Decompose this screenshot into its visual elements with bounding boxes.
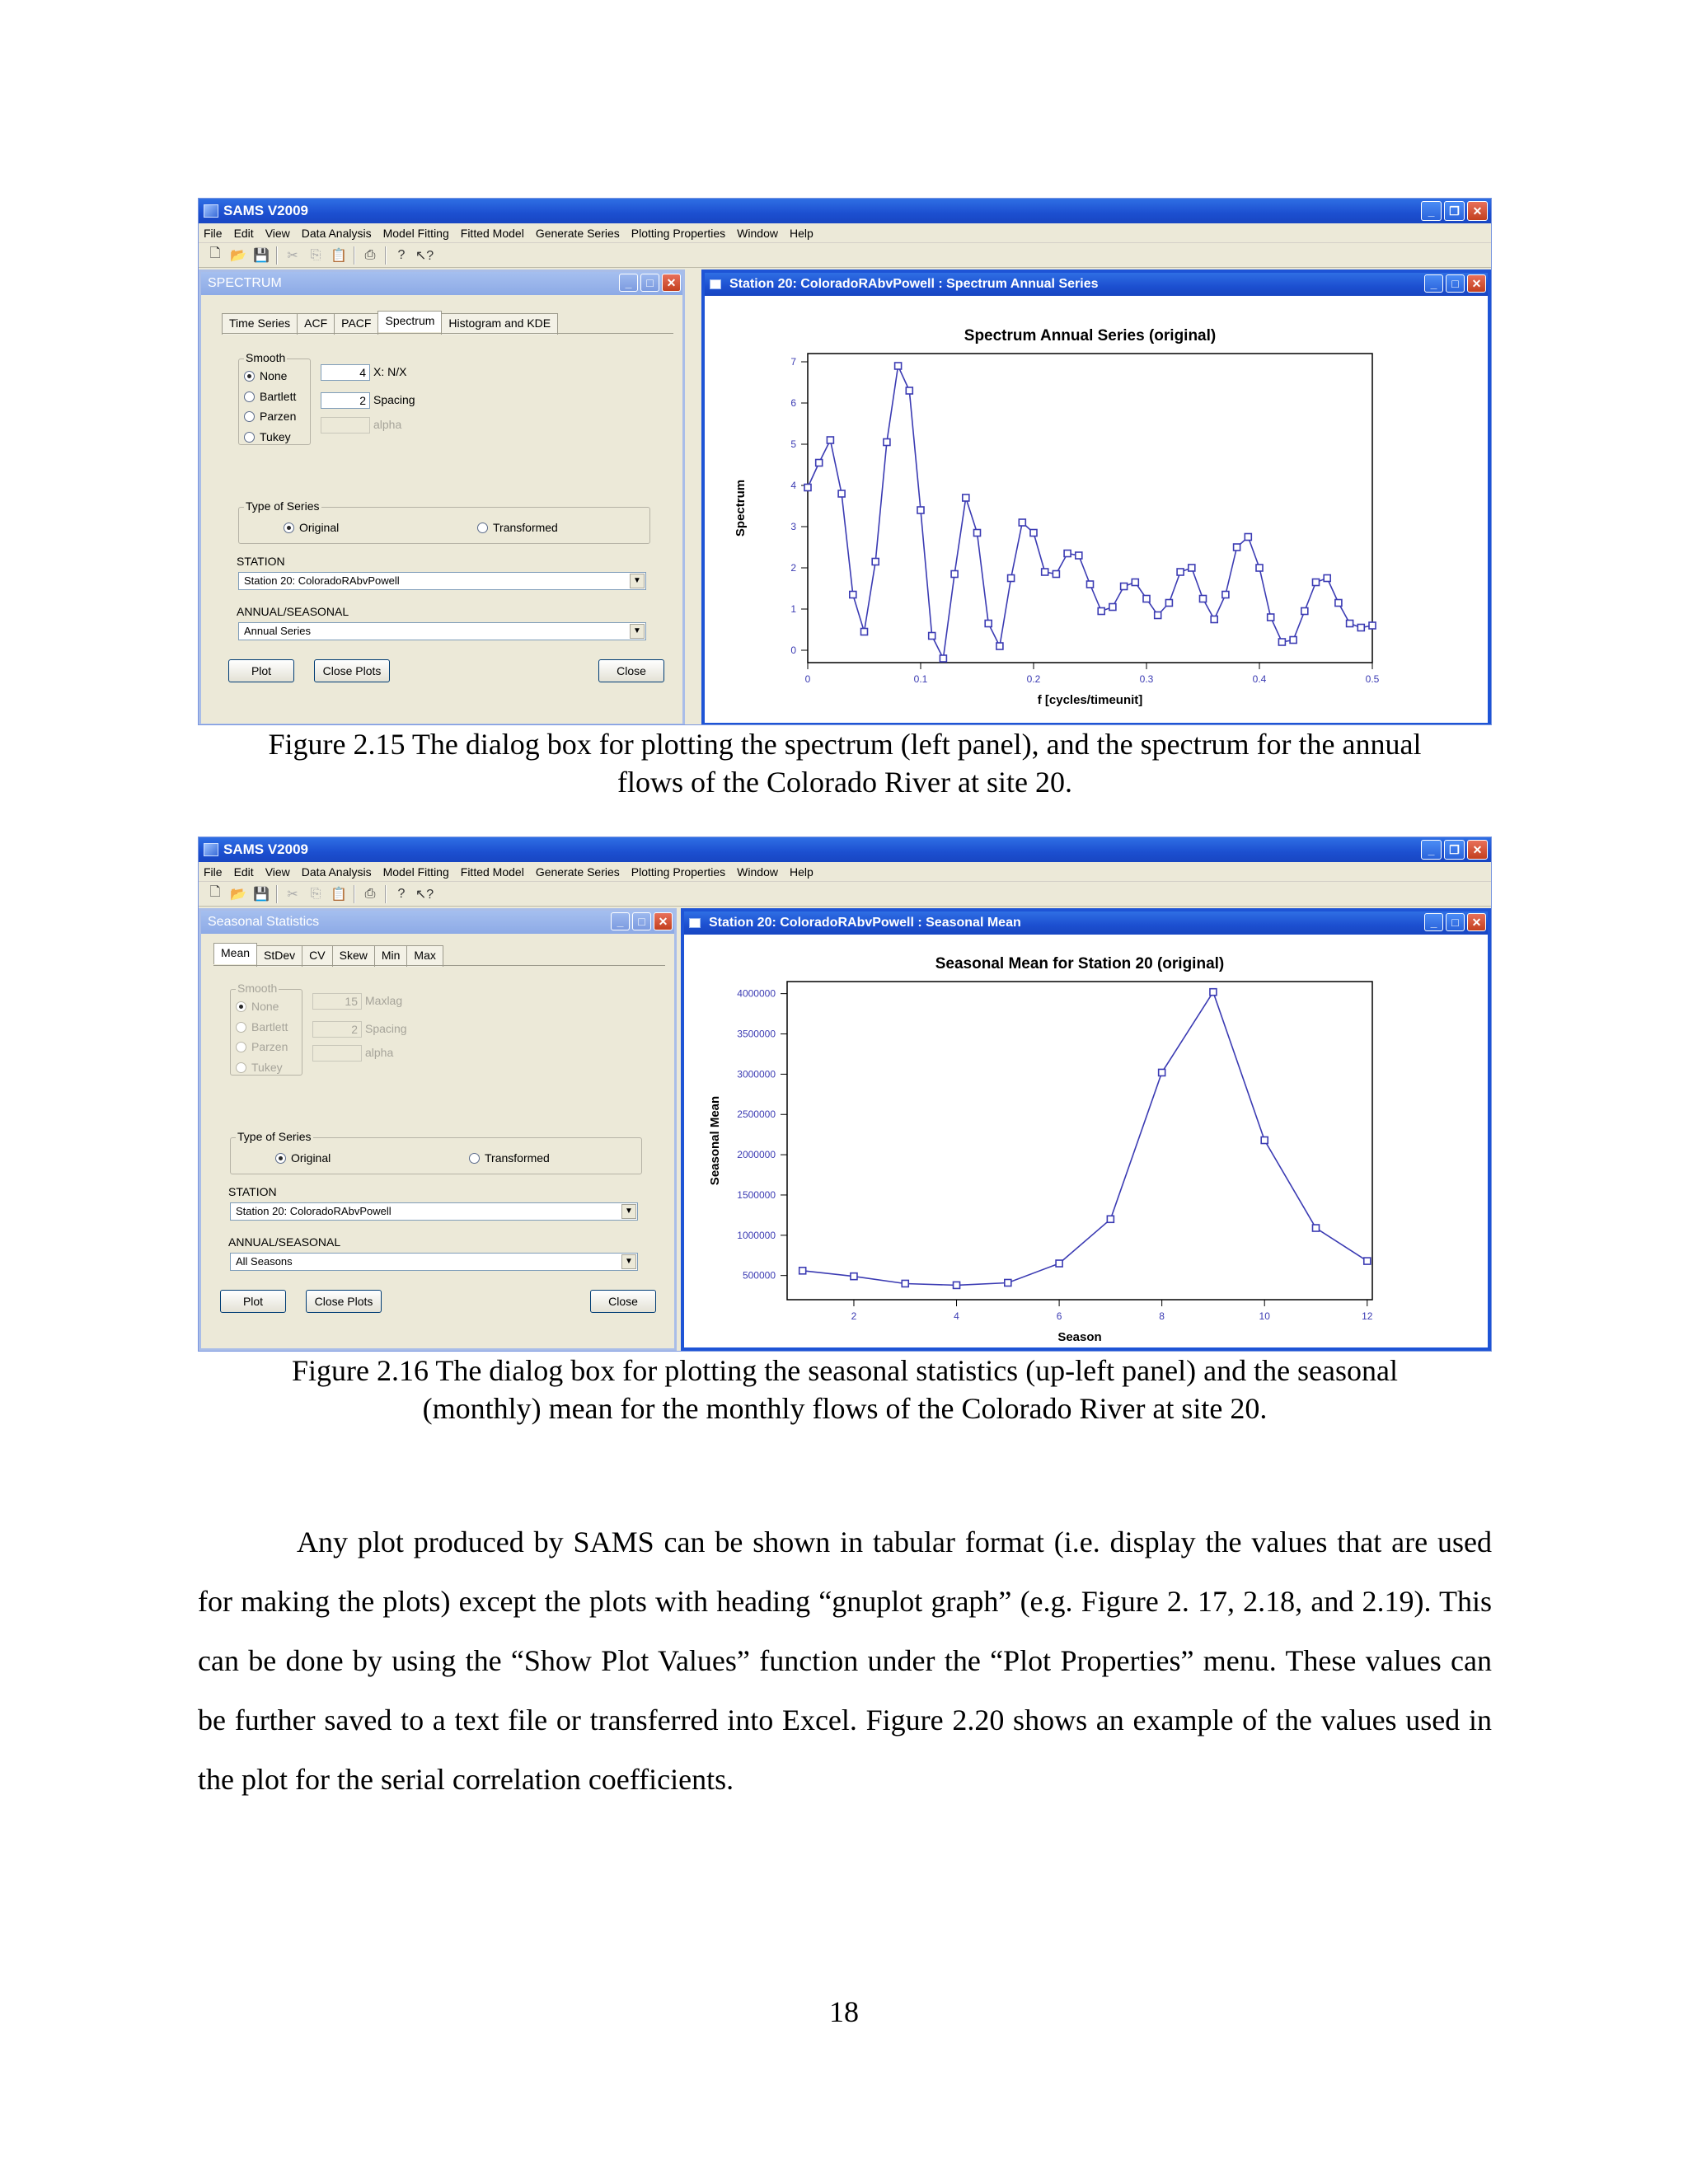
- tab-underline: [222, 333, 673, 334]
- data-point: [1357, 625, 1364, 631]
- station-select[interactable]: [230, 1202, 638, 1221]
- app-titlebar: [199, 837, 1491, 862]
- data-point: [1053, 571, 1059, 578]
- menu-view[interactable]: View: [265, 226, 290, 240]
- cut-icon[interactable]: ✂: [287, 887, 298, 902]
- data-point: [827, 437, 833, 443]
- spacing-input[interactable]: 2: [321, 392, 370, 409]
- x-tick-label: 10: [1259, 1310, 1270, 1322]
- nx-label: X: N/X: [373, 365, 407, 378]
- toolbar: [199, 243, 1491, 268]
- station-label: STATION: [228, 1185, 277, 1198]
- figure-2-16-caption: [198, 1352, 1492, 1427]
- context-help-icon[interactable]: ↖?: [415, 248, 434, 263]
- toolbar-separator: [385, 246, 387, 265]
- radio-label: Original: [299, 521, 340, 534]
- dialog-maximize-button[interactable]: □: [640, 274, 659, 292]
- y-axis-label: Spectrum: [734, 479, 748, 537]
- radio-smooth-none[interactable]: [236, 1000, 279, 1013]
- y-tick-label: 0: [790, 644, 796, 656]
- data-point: [1312, 1225, 1319, 1231]
- open-folder-icon[interactable]: 📂: [230, 248, 246, 263]
- radio-smooth-bartlett[interactable]: [244, 390, 296, 403]
- app-title: SAMS V2009: [223, 203, 308, 218]
- menu-file[interactable]: File: [204, 865, 223, 879]
- y-tick-label: 2: [790, 562, 796, 574]
- tab-underline: [213, 965, 665, 966]
- window-icon: [710, 279, 721, 289]
- new-file-icon[interactable]: 🗋: [209, 885, 221, 899]
- x-tick-label: 12: [1362, 1310, 1373, 1322]
- radio-label: Original: [291, 1151, 331, 1165]
- dialog-title: SPECTRUM: [208, 276, 282, 290]
- data-point: [963, 494, 969, 501]
- type-of-series-label: Type of Series: [246, 499, 320, 513]
- x-tick-label: 0.2: [1026, 673, 1041, 685]
- y-tick-label: 3: [790, 521, 796, 532]
- menu-plotting-properties[interactable]: Plotting Properties: [631, 865, 726, 879]
- radio-transformed[interactable]: [469, 1151, 550, 1165]
- tab-strip: [222, 313, 557, 335]
- copy-icon[interactable]: ⎘: [310, 886, 321, 901]
- data-point: [1109, 604, 1116, 611]
- data-point: [1324, 575, 1330, 582]
- plot-close-button[interactable]: ✕: [1467, 274, 1486, 293]
- annual-seasonal-label: ANNUAL/SEASONAL: [228, 1235, 341, 1249]
- tab-max[interactable]: Max: [406, 945, 443, 967]
- tab-stdev[interactable]: StDev: [256, 945, 302, 967]
- radio-original[interactable]: [284, 521, 339, 534]
- menu-data-analysis[interactable]: Data Analysis: [301, 865, 372, 879]
- data-point: [1234, 544, 1240, 551]
- station-label: STATION: [237, 555, 285, 568]
- data-point: [917, 507, 924, 513]
- dialog-maximize-button[interactable]: □: [632, 912, 651, 930]
- data-point: [1301, 608, 1308, 615]
- menu-fitted-model[interactable]: Fitted Model: [460, 865, 524, 879]
- data-point: [1087, 581, 1094, 588]
- plot-button[interactable]: Plot: [220, 1290, 286, 1313]
- seasonal-mean-chart: [684, 935, 1488, 1347]
- spectrum-plot-window: [701, 269, 1491, 725]
- dialog-title: Seasonal Statistics: [208, 915, 320, 929]
- menu-edit[interactable]: Edit: [233, 865, 254, 879]
- close-button[interactable]: Close: [590, 1290, 656, 1313]
- data-point: [1042, 569, 1048, 575]
- alpha-input[interactable]: [312, 1045, 362, 1062]
- plot-maximize-button[interactable]: □: [1446, 913, 1465, 931]
- radio-label: Transformed: [485, 1151, 550, 1165]
- annual-seasonal-select[interactable]: [230, 1253, 638, 1271]
- tab-pacf[interactable]: PACF: [334, 313, 378, 335]
- menu-plotting-properties[interactable]: Plotting Properties: [631, 226, 726, 240]
- chevron-down-icon[interactable]: ▼: [621, 1204, 636, 1219]
- dialog-titlebar: [201, 272, 682, 295]
- caption-line: flows of the Colorado River at site 20.: [617, 766, 1072, 799]
- plot-button[interactable]: Plot: [228, 659, 294, 682]
- radio-label: Tukey: [260, 430, 291, 443]
- y-tick-label: 3000000: [737, 1068, 776, 1080]
- data-point: [1030, 530, 1037, 537]
- x-tick-label: 8: [1159, 1310, 1165, 1322]
- spacing-label: Spacing: [365, 1022, 407, 1035]
- data-point: [996, 643, 1003, 649]
- data-point: [974, 530, 981, 537]
- print-icon[interactable]: ⎙: [364, 247, 376, 262]
- data-point: [1155, 612, 1161, 619]
- minimize-button[interactable]: _: [1421, 201, 1442, 221]
- radio-smooth-bartlett[interactable]: [236, 1020, 288, 1033]
- radio-dot: [275, 1153, 286, 1164]
- tab-acf[interactable]: ACF: [297, 313, 335, 335]
- menu-model-fitting[interactable]: Model Fitting: [382, 865, 449, 879]
- page-number: 18: [829, 1995, 859, 2028]
- radio-label: Tukey: [251, 1061, 283, 1074]
- y-axis-label: Seasonal Mean: [708, 1095, 722, 1186]
- y-tick-label: 1000000: [737, 1229, 776, 1241]
- y-tick-label: 2000000: [737, 1149, 776, 1161]
- paste-icon[interactable]: 📋: [331, 887, 347, 902]
- dialog-minimize-button[interactable]: _: [619, 274, 638, 292]
- menu-file[interactable]: File: [204, 226, 223, 240]
- help-icon[interactable]: ?: [397, 886, 406, 901]
- x-tick-label: 6: [1056, 1310, 1062, 1322]
- radio-label: Bartlett: [260, 390, 297, 403]
- x-tick-label: 0: [804, 673, 811, 685]
- radio-dot: [244, 371, 255, 382]
- app-icon: [204, 204, 218, 218]
- restore-button[interactable]: ❐: [1444, 201, 1465, 221]
- maxlag-label: Maxlag: [365, 994, 403, 1007]
- radio-transformed[interactable]: [477, 521, 558, 534]
- data-point: [804, 485, 811, 491]
- toolbar-separator: [385, 885, 387, 903]
- menu-help[interactable]: Help: [789, 865, 814, 879]
- window-icon: [689, 918, 701, 928]
- x-tick-label: 0.5: [1365, 673, 1380, 685]
- close-plots-button[interactable]: Close Plots: [306, 1290, 382, 1313]
- data-point: [799, 1268, 806, 1274]
- data-point: [1132, 579, 1138, 586]
- station-value: Station 20: ColoradoRAbvPowell: [244, 574, 400, 587]
- radio-dot: [469, 1153, 480, 1164]
- dialog-titlebar: [201, 911, 674, 934]
- data-point: [1290, 637, 1296, 644]
- radio-dot: [236, 1062, 246, 1073]
- plot-close-button[interactable]: ✕: [1467, 913, 1486, 931]
- data-point: [1189, 565, 1195, 571]
- figure-2-15-caption: [198, 725, 1492, 801]
- help-icon[interactable]: ?: [397, 247, 406, 262]
- seasonal-statistics-dialog: [199, 908, 677, 1351]
- x-tick-label: 0.1: [913, 673, 928, 685]
- spectrum-chart: [705, 296, 1488, 723]
- data-point: [1005, 1279, 1011, 1286]
- radio-label: None: [251, 1000, 279, 1013]
- radio-dot: [244, 391, 255, 402]
- toolbar-separator: [276, 885, 278, 903]
- copy-icon[interactable]: ⎘: [310, 247, 321, 262]
- cut-icon[interactable]: ✂: [287, 248, 298, 263]
- data-point: [895, 363, 902, 369]
- close-button[interactable]: Close: [598, 659, 664, 682]
- radio-label: Parzen: [251, 1040, 288, 1053]
- close-plots-button[interactable]: Close Plots: [314, 659, 390, 682]
- tab-skew[interactable]: Skew: [332, 945, 375, 967]
- tab-time-series[interactable]: Time Series: [222, 313, 298, 335]
- nx-input[interactable]: 4: [321, 364, 370, 381]
- y-tick-label: 2500000: [737, 1108, 776, 1121]
- data-point: [1222, 592, 1229, 598]
- type-of-series-label: Type of Series: [237, 1130, 312, 1143]
- menu-help[interactable]: Help: [789, 226, 814, 240]
- data-point: [1369, 622, 1376, 629]
- caption-line: Figure 2.16 The dialog box for plotting the seasonal statistics (up-left panel) and the seasonal: [291, 1354, 1399, 1387]
- toolbar: [199, 882, 1491, 907]
- radio-dot: [244, 432, 255, 443]
- chevron-down-icon[interactable]: ▼: [630, 574, 645, 588]
- alpha-input[interactable]: [321, 417, 370, 434]
- smooth-label: Smooth: [246, 351, 286, 364]
- plot-minimize-button[interactable]: _: [1424, 274, 1443, 293]
- data-point: [816, 460, 823, 466]
- data-point: [902, 1280, 908, 1286]
- radio-dot: [236, 1042, 246, 1052]
- radio-label: None: [260, 369, 288, 382]
- data-point: [1278, 639, 1285, 645]
- spectrum-dialog: [199, 269, 685, 725]
- station-select[interactable]: [238, 572, 646, 590]
- menu-model-fitting[interactable]: Model Fitting: [382, 226, 449, 240]
- menu-window[interactable]: Window: [737, 226, 778, 240]
- chevron-down-icon[interactable]: ▼: [621, 1254, 636, 1269]
- data-point: [850, 592, 856, 598]
- data-point: [985, 621, 992, 627]
- menu-fitted-model[interactable]: Fitted Model: [460, 226, 524, 240]
- data-point: [1335, 600, 1342, 607]
- app-title: SAMS V2009: [223, 841, 308, 857]
- alpha-label: alpha: [365, 1046, 394, 1059]
- y-tick-label: 5: [790, 438, 796, 450]
- new-file-icon[interactable]: 🗋: [209, 246, 221, 260]
- chevron-down-icon[interactable]: ▼: [630, 624, 645, 639]
- data-point: [940, 655, 946, 662]
- data-point: [1347, 621, 1353, 627]
- data-point: [1177, 569, 1184, 575]
- radio-dot: [284, 523, 294, 533]
- spacing-label: Spacing: [373, 393, 415, 406]
- menu-window[interactable]: Window: [737, 865, 778, 879]
- tab-cv[interactable]: CV: [302, 945, 332, 967]
- toolbar-separator: [276, 246, 278, 265]
- data-point: [872, 559, 879, 565]
- menu-generate-series[interactable]: Generate Series: [535, 226, 620, 240]
- save-icon[interactable]: 💾: [253, 887, 270, 902]
- radio-dot: [236, 1022, 246, 1033]
- data-point: [1107, 1216, 1114, 1222]
- data-point: [838, 490, 845, 497]
- data-point: [1143, 596, 1150, 602]
- data-point: [1245, 534, 1251, 541]
- radio-smooth-tukey[interactable]: [244, 430, 291, 443]
- menu-bar: [199, 223, 1491, 243]
- y-tick-label: 3500000: [737, 1028, 776, 1040]
- mdi-workspace: [199, 908, 1491, 1351]
- x-tick-label: 0.3: [1139, 673, 1154, 685]
- tab-min[interactable]: Min: [374, 945, 408, 967]
- menu-view[interactable]: View: [265, 865, 290, 879]
- data-point: [1165, 600, 1172, 607]
- series-line: [803, 992, 1367, 1286]
- alpha-label: alpha: [373, 418, 402, 431]
- plot-minimize-button[interactable]: _: [1424, 913, 1443, 931]
- radio-label: Bartlett: [251, 1020, 288, 1033]
- tab-spectrum[interactable]: Spectrum: [377, 311, 442, 332]
- annual-seasonal-select[interactable]: [238, 622, 646, 640]
- data-point: [1211, 616, 1217, 623]
- radio-smooth-parzen[interactable]: [244, 410, 296, 423]
- y-tick-label: 1: [790, 603, 796, 615]
- smooth-label: Smooth: [237, 982, 278, 995]
- context-help-icon[interactable]: ↖?: [415, 887, 434, 902]
- y-tick-label: 500000: [742, 1269, 776, 1282]
- data-point: [1008, 575, 1015, 582]
- radio-dot: [236, 1001, 246, 1012]
- figure-2-16-screenshot: [198, 837, 1492, 1352]
- toolbar-separator: [354, 246, 355, 265]
- radio-dot: [477, 523, 488, 533]
- chart-title: Spectrum Annual Series (original): [964, 327, 1217, 344]
- y-tick-label: 7: [790, 356, 796, 368]
- data-point: [1056, 1260, 1062, 1267]
- close-app-button[interactable]: ✕: [1467, 201, 1488, 221]
- radio-original[interactable]: [275, 1151, 331, 1165]
- open-folder-icon[interactable]: 📂: [230, 887, 246, 902]
- data-point: [1064, 551, 1071, 557]
- radio-dot: [244, 411, 255, 422]
- menu-generate-series[interactable]: Generate Series: [535, 865, 620, 879]
- spacing-input[interactable]: 2: [312, 1021, 362, 1038]
- annual-seasonal-value: Annual Series: [244, 625, 311, 637]
- data-point: [1200, 596, 1207, 602]
- annual-seasonal-label: ANNUAL/SEASONAL: [237, 605, 349, 618]
- data-point: [1210, 989, 1217, 996]
- y-tick-label: 6: [790, 397, 796, 409]
- radio-smooth-parzen[interactable]: [236, 1040, 288, 1053]
- save-icon[interactable]: 💾: [253, 248, 270, 263]
- plot-maximize-button[interactable]: □: [1446, 274, 1465, 293]
- caption-line: (monthly) mean for the monthly flows of the Colorado River at site 20.: [422, 1392, 1268, 1425]
- data-point: [1256, 565, 1263, 571]
- dialog-close-button[interactable]: ✕: [662, 274, 681, 292]
- menu-data-analysis[interactable]: Data Analysis: [301, 226, 372, 240]
- data-point: [1313, 579, 1320, 586]
- plot-window-titlebar: [684, 912, 1488, 935]
- plot-window-title: Station 20: ColoradoRAbvPowell : Seasonal Mean: [709, 916, 1021, 930]
- x-tick-label: 4: [954, 1310, 959, 1322]
- plot-window-titlebar: [705, 273, 1488, 296]
- data-point: [851, 1273, 857, 1280]
- data-point: [1098, 608, 1104, 615]
- data-point: [1159, 1069, 1165, 1076]
- data-point: [884, 439, 890, 446]
- maxlag-input[interactable]: 15: [312, 993, 362, 1010]
- radio-smooth-tukey[interactable]: [236, 1061, 283, 1074]
- caption-line: Figure 2.15 The dialog box for plotting the spectrum (left panel), and the spectrum for the annual: [268, 728, 1422, 761]
- data-point: [1261, 1137, 1268, 1144]
- series-line: [808, 366, 1372, 658]
- data-point: [951, 571, 958, 578]
- data-point: [954, 1282, 960, 1288]
- tab-histogram-kde[interactable]: Histogram and KDE: [441, 313, 558, 335]
- chart-title: Seasonal Mean for Station 20 (original): [935, 955, 1225, 972]
- radio-label: Transformed: [493, 521, 558, 534]
- x-axis-label: f [cycles/timeunit]: [1037, 693, 1143, 707]
- paste-icon[interactable]: 📋: [331, 248, 347, 263]
- body-paragraph: Any plot produced by SAMS can be shown in tabular format (i.e. display the values that are used for making the plots) except the plots with heading “gnuplot graph” (e.g. Figure 2. 17, 2.18, and 2.19). This can be done by using the “Show Plot Values” function under the “Plot Properties” menu. These values can be further saved to a text file or transferred into Excel. Figure 2.20 shows an example of the values used in the plot for the serial correlation coefficients.: [198, 1526, 1492, 1796]
- y-tick-label: 4: [790, 480, 796, 491]
- app-icon: [204, 843, 218, 856]
- radio-smooth-none[interactable]: [244, 369, 287, 382]
- data-point: [861, 629, 868, 635]
- x-tick-label: 2: [851, 1310, 857, 1322]
- seasonal-mean-plot-window: [681, 908, 1491, 1351]
- restore-button[interactable]: ❐: [1444, 840, 1465, 860]
- y-tick-label: 1500000: [737, 1188, 776, 1201]
- data-point: [1076, 552, 1082, 559]
- menu-bar: [199, 862, 1491, 882]
- radio-label: Parzen: [260, 410, 297, 423]
- app-titlebar: [199, 199, 1491, 223]
- data-point: [906, 387, 912, 394]
- y-tick-label: 4000000: [737, 987, 776, 1000]
- data-point: [1019, 519, 1025, 526]
- data-point: [929, 633, 935, 640]
- print-icon[interactable]: ⎙: [364, 886, 376, 901]
- data-point: [1268, 614, 1274, 621]
- close-app-button[interactable]: ✕: [1467, 840, 1488, 860]
- data-point: [1364, 1258, 1371, 1264]
- toolbar-separator: [354, 885, 355, 903]
- plot-frame: [787, 982, 1372, 1300]
- plot-window-title: Station 20: ColoradoRAbvPowell : Spectrum Annual Series: [729, 277, 1099, 291]
- x-axis-label: Season: [1057, 1330, 1102, 1344]
- station-value: Station 20: ColoradoRAbvPowell: [236, 1205, 392, 1217]
- dialog-close-button[interactable]: ✕: [654, 912, 673, 930]
- minimize-button[interactable]: _: [1421, 840, 1442, 860]
- mdi-workspace: [199, 269, 1491, 724]
- tab-strip: [213, 945, 443, 967]
- annual-seasonal-value: All Seasons: [236, 1255, 293, 1268]
- data-point: [1121, 583, 1128, 590]
- tab-mean[interactable]: Mean: [213, 943, 257, 964]
- menu-edit[interactable]: Edit: [233, 226, 254, 240]
- dialog-minimize-button[interactable]: _: [611, 912, 630, 930]
- figure-2-15-screenshot: [198, 198, 1492, 725]
- x-tick-label: 0.4: [1252, 673, 1267, 685]
